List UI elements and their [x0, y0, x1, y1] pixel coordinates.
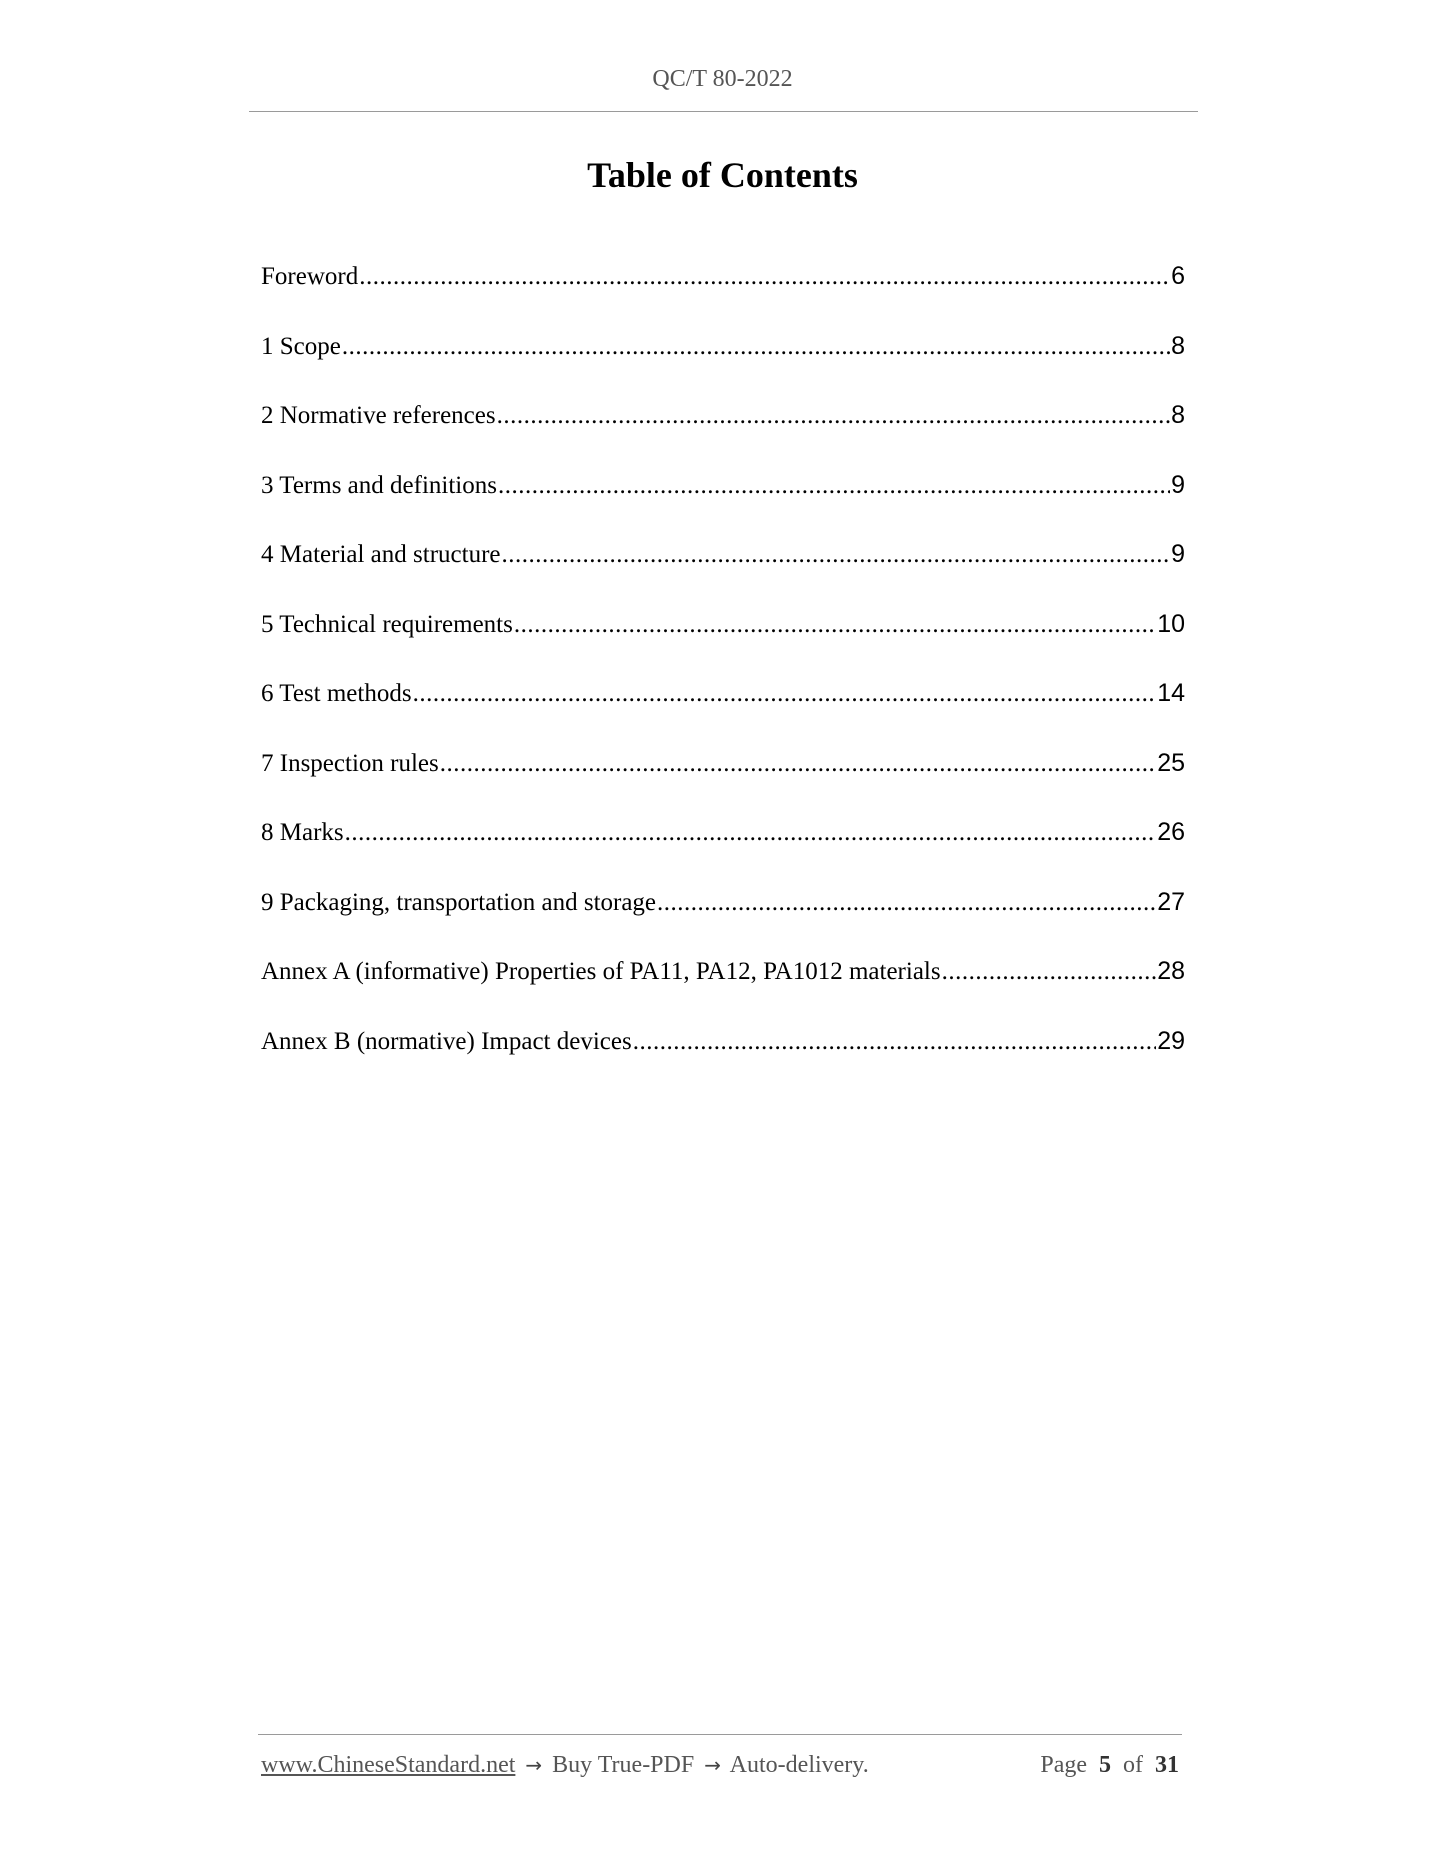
- header-standard-code: QC/T 80-2022: [652, 66, 793, 92]
- toc-entry-label: 3 Terms and definitions: [261, 471, 497, 499]
- toc-entry-inspection-rules[interactable]: [261, 749, 1185, 819]
- toc-entry-page: 8: [1171, 401, 1185, 429]
- toc-list: [261, 262, 1185, 1096]
- toc-dot-leader: [657, 889, 1156, 917]
- toc-entry-label: 8 Marks: [261, 819, 344, 846]
- header-divider: [249, 111, 1198, 112]
- toc-entry-label: 6 Test methods: [261, 680, 412, 707]
- toc-dot-leader: [342, 333, 1170, 361]
- page-footer: [261, 1752, 1179, 1779]
- toc-entry-page: 27: [1157, 887, 1185, 916]
- toc-entry-normative-references[interactable]: [261, 401, 1185, 471]
- footer-divider: [258, 1734, 1182, 1735]
- toc-entry-page: 9: [1171, 470, 1185, 499]
- toc-entry-page: 10: [1157, 609, 1185, 638]
- toc-entry-scope[interactable]: [261, 332, 1185, 402]
- footer-total-pages: 31: [1155, 1752, 1179, 1778]
- toc-entry-material-and-structure[interactable]: [261, 540, 1185, 610]
- toc-entry-page: 9: [1171, 540, 1185, 568]
- toc-entry-label: 2 Normative references: [261, 402, 496, 429]
- toc-entry-label: Foreword: [261, 263, 359, 290]
- toc-entry-annex-b[interactable]: [261, 1027, 1185, 1097]
- toc-entry-packaging[interactable]: [261, 888, 1185, 958]
- toc-entry-technical-requirements[interactable]: [261, 610, 1185, 680]
- toc-dot-leader: [345, 819, 1157, 847]
- toc-dot-leader: [359, 263, 1170, 291]
- footer-current-page: 5: [1099, 1752, 1111, 1778]
- toc-entry-page: 6: [1171, 262, 1185, 290]
- toc-dot-leader: [633, 1028, 1156, 1056]
- toc-entry-label: 7 Inspection rules: [261, 749, 439, 777]
- toc-entry-label: 5 Technical requirements: [261, 610, 513, 638]
- toc-dot-leader: [502, 541, 1171, 569]
- toc-entry-page: 28: [1157, 957, 1185, 985]
- toc-entry-label: 1 Scope: [261, 332, 341, 360]
- toc-dot-leader: [440, 750, 1156, 778]
- footer-website-link[interactable]: www.ChineseStandard.net: [261, 1752, 516, 1778]
- footer-page-indicator: [1040, 1752, 1179, 1779]
- toc-entry-label: 4 Material and structure: [261, 541, 501, 568]
- toc-entry-label: 9 Packaging, transportation and storage: [261, 888, 657, 916]
- footer-step-delivery: Auto-delivery.: [729, 1752, 869, 1778]
- toc-dot-leader: [498, 472, 1170, 500]
- footer-left: [261, 1752, 869, 1779]
- arrow-right-icon: →: [525, 1753, 543, 1777]
- toc-entry-page: 26: [1157, 818, 1185, 846]
- toc-entry-foreword[interactable]: [261, 262, 1185, 332]
- footer-of-word: of: [1123, 1752, 1143, 1778]
- toc-entry-marks[interactable]: [261, 818, 1185, 888]
- toc-dot-leader: [514, 611, 1156, 639]
- toc-dot-leader: [942, 958, 1157, 986]
- toc-entry-page: 25: [1157, 748, 1185, 777]
- arrow-right-icon: →: [704, 1753, 721, 1777]
- toc-entry-page: 14: [1157, 679, 1185, 707]
- toc-title: Table of Contents: [587, 155, 858, 195]
- toc-entry-terms-and-definitions[interactable]: [261, 471, 1185, 541]
- toc-entry-annex-a[interactable]: [261, 957, 1185, 1027]
- toc-entry-page: 8: [1171, 331, 1185, 360]
- footer-step-buy: Buy True-PDF: [552, 1752, 695, 1778]
- toc-entry-label: Annex A (informative) Properties of PA11, PA12, PA1012 materials: [261, 958, 941, 985]
- toc-entry-test-methods[interactable]: [261, 679, 1185, 749]
- toc-entry-page: 29: [1157, 1026, 1185, 1055]
- footer-page-word: Page: [1040, 1752, 1087, 1778]
- toc-dot-leader: [413, 680, 1157, 708]
- toc-dot-leader: [497, 402, 1170, 430]
- toc-entry-label: Annex B (normative) Impact devices: [261, 1027, 632, 1055]
